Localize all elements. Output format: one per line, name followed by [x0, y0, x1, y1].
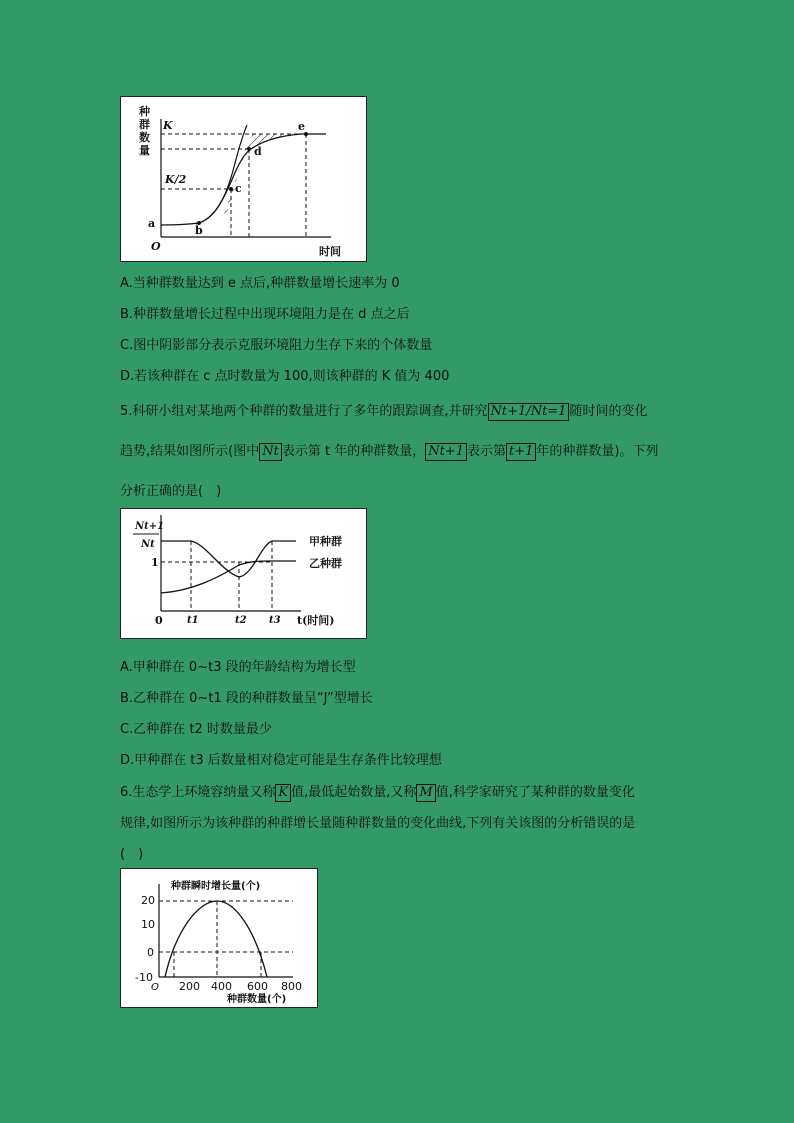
q6-text-1: 6.生态学上环境容纳量又称 [120, 785, 276, 800]
t3-label: t3 [269, 615, 281, 626]
label-a: a [148, 217, 156, 230]
ylabel-bottom: Nt [141, 539, 155, 550]
q6-k-box: K [275, 784, 291, 802]
q5-option-c: C.乙种群在 t2 时数量最少 [120, 722, 272, 737]
q5-text-1: 5.科研小组对某地两个种群的数量进行了多年的跟踪调查,并研究 [120, 404, 488, 419]
ylabel-char-1: 种 [139, 105, 150, 118]
t2-label: t2 [235, 615, 247, 626]
xlabel-time: 时间 [319, 245, 341, 258]
q5-text-3: 趋势,结果如图所示(图中 [120, 444, 260, 459]
q5-text-4: 表示第 t 年的种群数量， [281, 444, 426, 459]
origin-label: O [151, 240, 161, 253]
ytick-10: 10 [141, 918, 155, 931]
q5-text-6: 年的种群数量)。下列 [536, 444, 659, 459]
figure-logistic-curve [120, 96, 367, 262]
ylabel-char-4: 量 [139, 144, 150, 157]
j-curve [196, 125, 247, 224]
label-d: d [254, 145, 262, 158]
two-populations-svg [121, 509, 368, 640]
growth-increment-svg [121, 869, 319, 1009]
q6-line-1 [120, 781, 635, 802]
point-c [229, 187, 233, 191]
xlabel-time: t(时间) [297, 614, 335, 627]
series-b-label: 乙种群 [309, 557, 342, 570]
figure-two-populations [120, 508, 367, 639]
q6-m-box: M [416, 784, 435, 802]
t1-label: t1 [187, 615, 199, 626]
q6-line-3: ( ) [120, 847, 144, 862]
q5-line-1 [120, 400, 647, 421]
xtick-800: 800 [281, 980, 302, 993]
growth-parabola [165, 901, 267, 977]
fig3-title: 种群瞬时增长量(个) [171, 881, 261, 892]
xtick-400: 400 [211, 980, 232, 993]
ylabel-char-3: 数 [139, 131, 150, 144]
origin-label: 0 [155, 614, 163, 627]
q5-t1-box: t+1 [506, 443, 536, 461]
q5-formula-box: Nt+1/Nt=1 [488, 403, 570, 421]
xtick-600: 600 [247, 980, 268, 993]
q6-line-2: 规律,如图所示为该种群的种群增长量随种群数量的变化曲线,下列有关该图的分析错误的是 [120, 816, 636, 831]
q4-option-c: C.图中阴影部分表示克服环境阻力生存下来的个体数量 [120, 338, 433, 353]
k-label: K [163, 119, 173, 132]
q5-nt1-box: Nt+1 [425, 443, 467, 461]
one-tick: 1 [151, 556, 159, 569]
k2-label: K/2 [165, 173, 187, 186]
series-a-label: 甲种群 [309, 535, 342, 548]
xtick-200: 200 [179, 980, 200, 993]
q5-line-3: 分析正确的是( ) [120, 484, 222, 499]
ytick-0: 0 [147, 946, 154, 959]
label-e: e [298, 120, 305, 133]
q4-option-b: B.种群数量增长过程中出现环境阻力是在 d 点之后 [120, 307, 410, 322]
ylabel-char-2: 群 [139, 118, 150, 131]
label-c: c [235, 182, 242, 195]
ytick-minus10: -10 [135, 971, 153, 984]
q5-nt-box: Nt [259, 443, 282, 461]
point-d [247, 147, 251, 151]
q4-option-d: D.若该种群在 c 点时数量为 100,则该种群的 K 值为 400 [120, 369, 450, 384]
q5-option-b: B.乙种群在 0~t1 段的种群数量呈“J”型增长 [120, 691, 373, 706]
q5-text-5: 表示第 [466, 444, 506, 459]
q5-text-2: 随时间的变化 [569, 404, 648, 419]
label-b: b [195, 224, 203, 237]
fig3-xlabel: 种群数量(个) [227, 994, 287, 1005]
q5-option-d: D.甲种群在 t3 后数量相对稳定可能是生存条件比较理想 [120, 753, 442, 768]
series-b-curve [161, 561, 296, 593]
figure-growth-increment [120, 868, 318, 1008]
q6-text-2: 值,最低起始数量,又称 [291, 785, 417, 800]
q5-line-2 [120, 440, 658, 461]
ylabel-top: Nt+1 [135, 521, 165, 532]
logistic-curve-svg [121, 97, 368, 263]
q4-option-a: A.当种群数量达到 e 点后,种群数量增长速率为 0 [120, 276, 400, 291]
q6-text-3: 值,科学家研究了某种群的数量变化 [435, 785, 635, 800]
origin-label: O [151, 982, 159, 993]
ytick-20: 20 [141, 894, 155, 907]
q5-option-a: A.甲种群在 0~t3 段的年龄结构为增长型 [120, 660, 356, 675]
